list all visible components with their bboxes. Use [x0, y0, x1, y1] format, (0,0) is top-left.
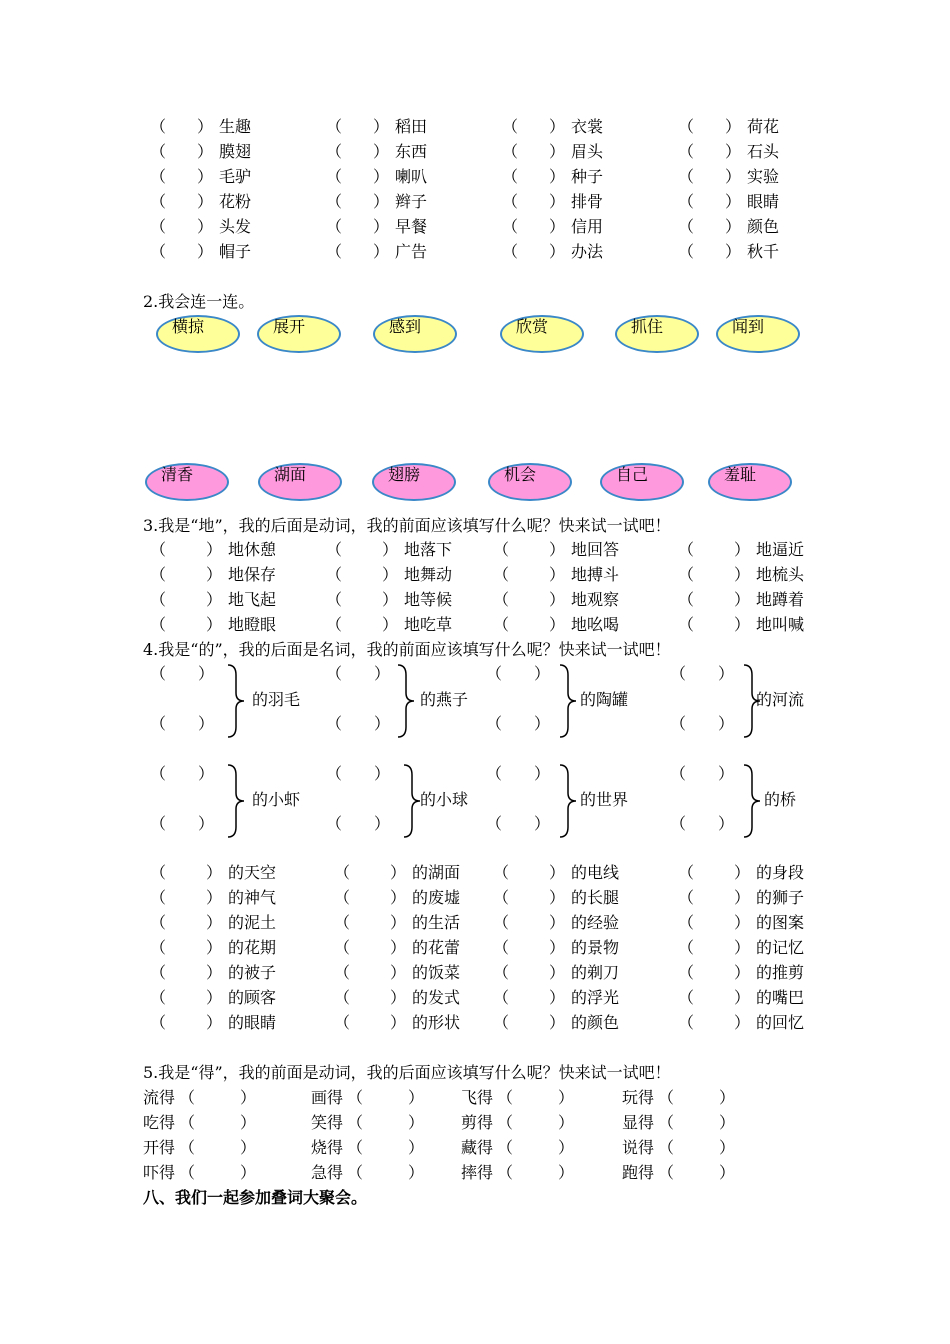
word: 眼睛	[747, 192, 780, 211]
brace-group: （ ） （ ） 的陶罐	[486, 663, 656, 743]
word-row: 吃得 （ ） 笑得 （ ） 剪得 （ ） 显得 （ ）	[143, 1113, 736, 1132]
oval-word[interactable]: 横掠	[156, 315, 240, 353]
oval-word[interactable]: 湖面	[258, 463, 342, 501]
oval-word[interactable]: 欣赏	[500, 315, 584, 353]
brace-icon	[558, 663, 578, 739]
section-8-title: 八、我们一起参加叠词大聚会。	[143, 1188, 368, 1207]
word: 石头	[747, 142, 780, 161]
word: 荷花	[747, 117, 780, 136]
word-row: （ ） 生趣 （ ） 稻田 （ ） 衣裳 （ ） 荷花	[150, 117, 780, 136]
word-row: （ ） 的天空 （ ） 的湖面 （ ） 的电线 （ ） 的身段	[150, 863, 805, 882]
word-row: （ ） 花粉 （ ） 辫子 （ ） 排骨 （ ） 眼睛	[150, 192, 780, 211]
word-row: （ ） 的神气 （ ） 的废墟 （ ） 的长腿 （ ） 的狮子	[150, 888, 805, 907]
word-row: （ ） 的花期 （ ） 的花蕾 （ ） 的景物 （ ） 的记忆	[150, 938, 805, 957]
word: 生趣	[219, 117, 252, 136]
word: 衣裳	[571, 117, 604, 136]
word-row: （ ） 的被子 （ ） 的饭菜 （ ） 的剃刀 （ ） 的推剪	[150, 963, 805, 982]
word: 眉头	[571, 142, 604, 161]
oval-word[interactable]: 清香	[145, 463, 229, 501]
word-row: （ ） 地休憩 （ ） 地落下 （ ） 地回答 （ ） 地逼近	[150, 540, 805, 559]
oval-word[interactable]: 自己	[600, 463, 684, 501]
word: 辫子	[395, 192, 428, 211]
section-4-title: 4.我是“的”，我的后面是名词，我的前面应该填写什么呢？快来试一试吧！	[143, 640, 671, 659]
word: 实验	[747, 167, 780, 186]
word: 广告	[395, 242, 428, 261]
brace-group: （ ） （ ） 的羽毛	[150, 663, 320, 743]
oval-word[interactable]: 展开	[257, 315, 341, 353]
word: 办法	[571, 242, 604, 261]
oval-word[interactable]: 翅膀	[372, 463, 456, 501]
word: 信用	[571, 217, 604, 236]
word-row: 开得 （ ） 烧得 （ ） 藏得 （ ） 说得 （ ）	[143, 1138, 736, 1157]
word-row: 吓得 （ ） 急得 （ ） 摔得 （ ） 跑得 （ ）	[143, 1163, 736, 1182]
word: 排骨	[571, 192, 604, 211]
word: 种子	[571, 167, 604, 186]
word-row: （ ） 头发 （ ） 早餐 （ ） 信用 （ ） 颜色	[150, 217, 780, 236]
word-row: （ ） 的眼睛 （ ） 的形状 （ ） 的颜色 （ ） 的回忆	[150, 1013, 805, 1032]
brace-icon	[558, 763, 578, 839]
brace-group: （ ） （ ） 的世界	[486, 763, 656, 843]
word-row: （ ） 地瞪眼 （ ） 地吃草 （ ） 地吆喝 （ ） 地叫喊	[150, 615, 805, 634]
word-row: （ ） 的泥土 （ ） 的生活 （ ） 的经验 （ ） 的图案	[150, 913, 805, 932]
word: 花粉	[219, 192, 252, 211]
word-row: （ ） 地飞起 （ ） 地等候 （ ） 地观察 （ ） 地蹲着	[150, 590, 805, 609]
word: 头发	[219, 217, 252, 236]
word: 喇叭	[395, 167, 428, 186]
word: 帽子	[219, 242, 252, 261]
word: 东西	[395, 142, 428, 161]
brace-icon	[402, 763, 422, 839]
word-row: 流得 （ ） 画得 （ ） 飞得 （ ） 玩得 （ ）	[143, 1088, 736, 1107]
brace-icon	[226, 763, 246, 839]
oval-word[interactable]: 抓住	[615, 315, 699, 353]
oval-word[interactable]: 闻到	[716, 315, 800, 353]
word-row: （ ） 的顾客 （ ） 的发式 （ ） 的浮光 （ ） 的嘴巴	[150, 988, 805, 1007]
word-row: （ ） 帽子 （ ） 广告 （ ） 办法 （ ） 秋千	[150, 242, 780, 261]
brace-group: （ ） （ ） 的小虾	[150, 763, 320, 843]
brace-group: （ ） （ ） 的燕子	[326, 663, 496, 743]
section-2-title: 2.我会连一连。	[143, 292, 255, 311]
section-5-title: 5.我是“得”，我的前面是动词，我的后面应该填写什么呢？快来试一试吧！	[143, 1063, 671, 1082]
brace-group: （ ） （ ） 的桥	[670, 763, 840, 843]
oval-word[interactable]: 感到	[373, 315, 457, 353]
brace-group: （ ） （ ） 的河流	[670, 663, 840, 743]
brace-group: （ ） （ ） 的小球	[326, 763, 496, 843]
brace-icon	[396, 663, 416, 739]
word: 秋千	[747, 242, 780, 261]
section-3-title: 3.我是“地”，我的后面是动词，我的前面应该填写什么呢？快来试一试吧！	[143, 516, 671, 535]
word-row: （ ） 膜翅 （ ） 东西 （ ） 眉头 （ ） 石头	[150, 142, 780, 161]
brace-icon	[226, 663, 246, 739]
word: 颜色	[747, 217, 780, 236]
word-row: （ ） 毛驴 （ ） 喇叭 （ ） 种子 （ ） 实验	[150, 167, 780, 186]
oval-word[interactable]: 羞耻	[708, 463, 792, 501]
brace-icon	[742, 763, 762, 839]
word-row: （ ） 地保存 （ ） 地舞动 （ ） 地搏斗 （ ） 地梳头	[150, 565, 805, 584]
word: 稻田	[395, 117, 428, 136]
word: 膜翅	[219, 142, 252, 161]
word: 早餐	[395, 217, 428, 236]
word: 毛驴	[219, 167, 252, 186]
oval-word[interactable]: 机会	[488, 463, 572, 501]
